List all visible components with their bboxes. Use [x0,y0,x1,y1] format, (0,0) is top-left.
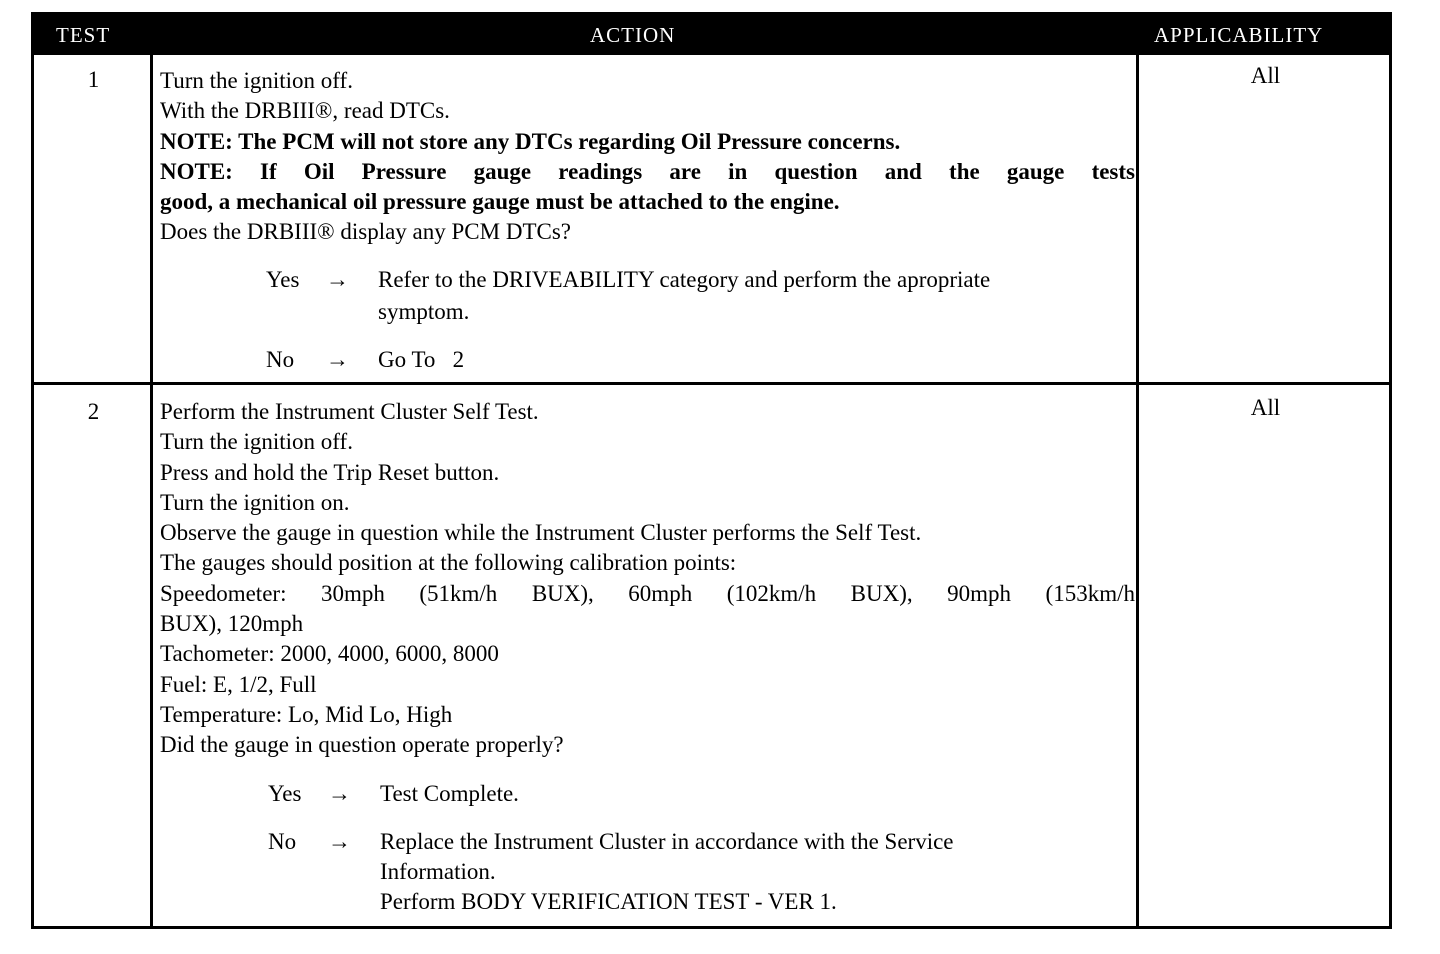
no-label: No [266,347,295,372]
no-label: No [268,829,297,854]
yes-label: Yes [268,781,302,806]
table-header [34,15,1389,55]
step-line: Speedometer: 30mph (51km/h BUX), 60mph (102km/h BUX), 90mph (153km/h [160,580,1135,606]
header-action: ACTION [590,23,676,47]
test-number-2: 2 [87,399,100,424]
response-text: Information. [380,859,496,884]
step-line: Does the DRBIII® display any PCM DTCs? [160,219,572,245]
arrow-right-icon: → [326,347,349,372]
step-line: Did the gauge in question operate properly? [160,732,564,758]
step-line: BUX), 120mph [160,611,304,637]
row-divider [34,382,1389,385]
note-line: good, a mechanical oil pressure gauge must be attached to the engine. [160,189,840,215]
column-divider [150,55,153,926]
note-line: NOTE: If Oil Pressure gauge readings are in question and the gauge tests [160,158,1135,184]
step-line: With the DRBIII®, read DTCs. [160,98,450,124]
response-text: symptom. [378,299,470,324]
response-text: Perform BODY VERIFICATION TEST - VER 1. [380,889,837,914]
header-test: TEST [56,23,111,47]
arrow-right-icon: → [328,829,351,854]
action-steps-2 [160,397,1135,761]
step-line: Perform the Instrument Cluster Self Test. [160,399,539,424]
note-line: NOTE: The PCM will not store any DTCs regarding Oil Pressure concerns. [160,128,901,154]
applicability-2: All [1250,395,1281,420]
column-divider [1136,55,1139,926]
header-applicability: APPLICABILITY [1154,23,1324,47]
action-steps-1 [160,66,1135,248]
step-line: Press and hold the Trip Reset button. [160,459,500,485]
response-text: Test Complete. [380,781,519,806]
test-procedure-table [31,12,1392,929]
applicability-1: All [1250,63,1281,88]
test-number-1: 1 [87,67,100,92]
yes-label: Yes [266,267,300,292]
step-line: Tachometer: 2000, 4000, 6000, 8000 [160,641,499,667]
step-line: The gauges should position at the following calibration points: [160,550,737,576]
response-text: Replace the Instrument Cluster in accordance with the Service [380,829,954,854]
step-line: Turn the ignition off. [160,68,353,93]
step-line: Temperature: Lo, Mid Lo, High [160,701,453,727]
response-text: Refer to the DRIVEABILITY category and perform the apropriate [378,267,991,292]
arrow-right-icon: → [328,781,351,806]
response-text: Go To 2 [378,347,465,372]
step-line: Turn the ignition on. [160,489,350,515]
step-line: Observe the gauge in question while the Instrument Cluster performs the Self Test. [160,520,922,546]
step-line: Fuel: E, 1/2, Full [160,671,317,697]
arrow-right-icon: → [326,267,349,292]
step-line: Turn the ignition off. [160,429,353,455]
